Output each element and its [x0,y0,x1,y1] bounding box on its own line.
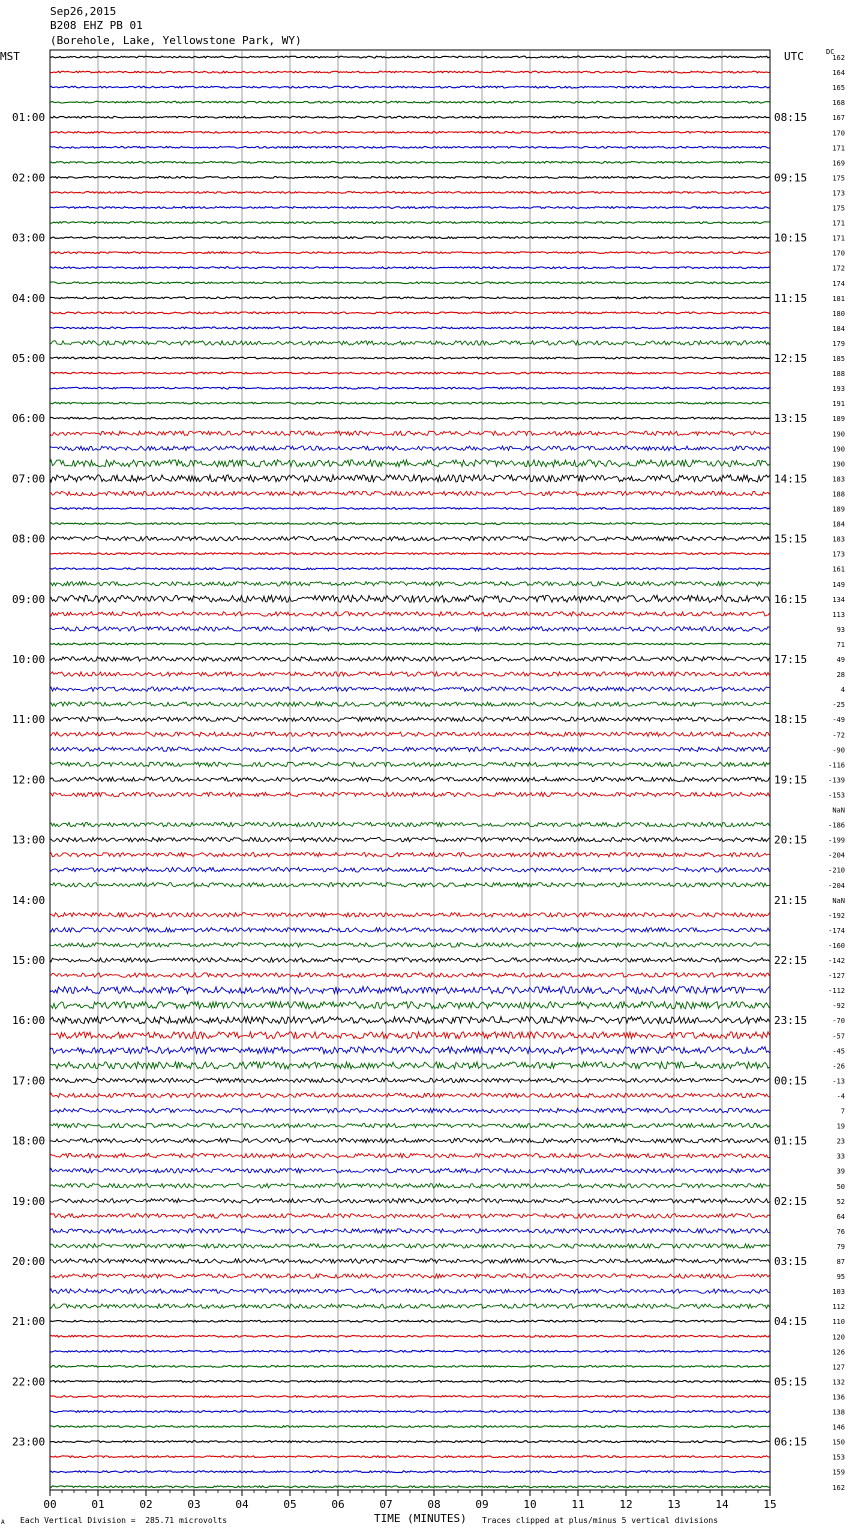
trace-line [50,1017,770,1024]
dc-offset-label: 175 [832,174,845,183]
left-hour-label: 11:00 [12,713,46,727]
trace-line [50,553,770,555]
x-tick-label: 00 [43,1498,57,1511]
dc-offset-label: -90 [832,746,845,755]
dc-offset-label: -186 [828,821,845,830]
trace-line [50,146,770,148]
trace-line [50,717,770,721]
right-hour-label: 20:15 [774,833,808,847]
dc-offset-label: -72 [832,731,845,740]
trace-line [50,1184,770,1188]
dc-offset-label: -116 [828,761,845,770]
dc-offset-label: -204 [828,881,845,890]
left-hour-label: 19:00 [12,1194,46,1208]
right-hour-label: 09:15 [774,171,808,185]
trace-line [50,1471,770,1473]
dc-offset-label: -139 [828,776,845,785]
trace-line [50,1411,770,1413]
dc-offset-label: 28 [836,671,845,680]
left-hour-label: 16:00 [12,1014,46,1028]
location-label: (Borehole, Lake, Yellowstone Park, WY) [50,34,302,47]
right-hour-label: 10:15 [774,231,808,245]
trace-line [50,582,770,586]
trace-line [50,1381,770,1383]
trace-line [50,792,770,796]
trace-line [50,1350,770,1352]
left-hour-label: 03:00 [12,231,46,245]
dc-offset-label: 93 [836,625,845,634]
dc-offset-label: 4 [840,686,845,695]
dc-offset-label: 168 [832,99,845,108]
dc-offset-label: -160 [828,941,845,950]
dc-offset-label: 50 [836,1182,845,1191]
left-timezone-label: MST [0,50,20,63]
date-label: Sep26,2015 [50,5,117,18]
dc-offset-label: 103 [832,1288,845,1297]
trace-line [50,1108,770,1112]
trace-line [50,116,770,118]
dc-offset-label: 174 [832,279,845,288]
dc-offset-label: -142 [828,957,845,965]
right-hour-label: 18:15 [774,713,808,727]
trace-line [50,1366,770,1368]
trace-line [50,1199,770,1203]
right-hour-label: 08:15 [774,111,808,125]
right-hour-label: 11:15 [774,291,808,305]
clip-note: Traces clipped at plus/minus 5 vertical divisions [482,1516,719,1525]
dc-offset-label: 126 [832,1348,845,1357]
trace-line [50,1214,770,1218]
x-tick-label: 12 [619,1498,633,1511]
trace-line [50,958,770,962]
dc-offset-label: 184 [832,324,845,333]
left-hour-label: 13:00 [12,833,46,847]
trace-line [50,387,770,389]
x-tick-label: 14 [715,1498,729,1511]
x-tick-label: 05 [283,1498,297,1511]
trace-line [50,1062,770,1069]
left-hour-label: 05:00 [12,352,46,365]
trace-line [50,928,770,932]
trace-line [50,86,770,88]
left-hour-label: 22:00 [12,1375,46,1389]
dc-offset-label: 189 [832,415,845,424]
left-hour-label: 09:00 [12,592,46,606]
dc-offset-label: 161 [832,565,845,574]
dc-offset-label: 132 [832,1378,845,1387]
corner-mark: A [1,1519,5,1526]
dc-offset-label: 179 [832,339,845,348]
dc-offset-label: -4 [836,1092,845,1101]
trace-line [50,131,770,133]
trace-line [50,1169,770,1173]
trace-line [50,282,770,284]
left-hour-label: 21:00 [12,1315,46,1329]
x-tick-label: 07 [379,1498,393,1511]
dc-offset-label: -210 [828,866,845,875]
trace-line [50,508,770,510]
trace-line [50,1426,770,1428]
right-hour-label: 23:15 [774,1014,808,1028]
dc-offset-label: NaN [832,896,845,905]
dc-offset-label: 76 [836,1227,845,1236]
dc-offset-label: 33 [836,1152,845,1161]
left-hour-label: 17:00 [12,1074,46,1088]
trace-line [50,237,770,239]
right-hour-label: 00:15 [774,1074,808,1088]
trace-line [50,943,770,947]
trace-line [50,475,770,482]
trace-line [50,162,770,164]
trace-line [50,207,770,209]
trace-line [50,747,770,751]
dc-offset-label: 171 [832,144,845,153]
dc-offset-label: -174 [828,926,845,935]
dc-offset-label: 171 [832,234,845,243]
right-hour-label: 19:15 [774,773,808,787]
left-hour-label: 20:00 [12,1255,46,1268]
trace-line [50,687,770,691]
dc-offset-label: 49 [836,656,845,664]
trace-line [50,402,770,404]
right-hour-label: 17:15 [774,653,808,666]
dc-offset-label: 172 [832,264,845,273]
dc-offset-label: 64 [836,1212,845,1221]
trace-line [50,1047,770,1054]
left-hour-label: 14:00 [12,893,46,907]
x-tick-label: 10 [523,1498,537,1511]
trace-line [50,777,770,781]
trace-line [50,913,770,917]
dc-offset-label: -153 [828,791,845,800]
trace-line [50,1229,770,1233]
dc-offset-label: -49 [832,716,845,725]
trace-line [50,987,770,994]
left-hour-label: 23:00 [12,1435,46,1449]
dc-offset-label: 193 [832,385,845,394]
trace-line [50,1138,770,1142]
dc-offset-label: 165 [832,84,845,93]
trace-line [50,1335,770,1337]
trace-line [50,1123,770,1127]
trace-line [50,431,770,435]
dc-offset-label: -13 [832,1077,845,1086]
x-tick-label: 01 [91,1498,105,1511]
dc-offset-label: 134 [832,595,845,604]
trace-line [50,177,770,179]
trace-line [50,372,770,374]
dc-offset-label: 79 [836,1242,845,1251]
trace-line [50,1396,770,1398]
dc-offset-label: 189 [832,505,845,514]
dc-offset-label: 173 [832,550,845,559]
trace-line [50,357,770,359]
trace-line [50,732,770,736]
dc-offset-label: 190 [832,445,845,454]
right-hour-label: 12:15 [774,352,808,365]
dc-offset-label: 190 [832,460,845,469]
dc-offset-label: 188 [832,490,845,499]
dc-offset-label: 120 [832,1333,845,1342]
dc-offset-label: -57 [832,1032,845,1041]
trace-line [50,71,770,73]
trace-line [50,192,770,194]
x-tick-label: 11 [571,1498,585,1511]
trace-line [50,1244,770,1248]
right-hour-label: 02:15 [774,1194,808,1208]
dc-offset-label: NaN [832,806,845,815]
dc-offset-label: 71 [836,640,845,649]
plot-frame [50,50,770,1490]
dc-header-label: DC [826,48,835,56]
dc-offset-label: 162 [832,54,845,62]
dc-offset-label: 164 [832,69,845,78]
trace-line [50,1032,770,1039]
left-hour-label: 02:00 [12,171,46,185]
left-hour-label: 15:00 [12,954,46,967]
left-hour-label: 08:00 [12,532,46,546]
trace-line [50,1078,770,1082]
x-tick-label: 04 [235,1498,249,1511]
left-hour-label: 01:00 [12,111,46,125]
x-tick-label: 03 [187,1498,201,1511]
trace-line [50,267,770,269]
trace-line [50,417,770,419]
dc-offset-label: 173 [832,189,845,198]
x-tick-label: 13 [667,1498,681,1511]
trace-line [50,657,770,661]
right-hour-label: 15:15 [774,532,808,546]
x-axis-title: TIME (MINUTES) [374,1512,467,1525]
left-hour-label: 04:00 [12,291,46,305]
trace-line [50,101,770,103]
left-hour-label: 12:00 [12,773,46,787]
trace-line [50,536,770,540]
dc-offset-label: 170 [832,129,845,138]
dc-offset-label: -45 [832,1047,845,1056]
x-tick-label: 02 [139,1498,153,1511]
right-timezone-label: UTC [784,50,804,63]
dc-offset-label: 136 [832,1393,845,1402]
trace-line [50,612,770,616]
right-hour-label: 05:15 [774,1375,808,1389]
trace-line [50,568,770,570]
dc-offset-label: 169 [832,159,845,168]
trace-line [50,56,770,58]
trace-line [50,853,770,857]
x-tick-label: 15 [763,1498,777,1511]
dc-offset-label: 39 [836,1167,845,1176]
trace-line [50,222,770,224]
dc-offset-label: 185 [832,355,845,363]
dc-offset-label: -26 [832,1062,845,1071]
dc-offset-label: -192 [828,911,845,920]
left-hour-label: 18:00 [12,1134,46,1148]
dc-offset-label: 112 [832,1303,845,1312]
trace-line [50,1441,770,1443]
dc-offset-label: 146 [832,1423,845,1432]
dc-offset-label: 184 [832,520,845,529]
dc-offset-label: 175 [832,204,845,213]
dc-offset-label: 95 [836,1273,845,1282]
dc-offset-label: 180 [832,309,845,318]
dc-offset-label: 7 [840,1107,845,1116]
dc-offset-label: 170 [832,249,845,258]
dc-offset-label: -70 [832,1017,845,1026]
dc-offset-label: 149 [832,580,845,589]
trace-line [50,523,770,525]
dc-offset-label: 110 [832,1318,845,1327]
trace-line [50,341,770,345]
dc-offset-label: 87 [836,1258,845,1266]
trace-line [50,883,770,887]
right-hour-label: 06:15 [774,1435,808,1449]
right-hour-label: 13:15 [774,412,808,426]
trace-line [50,595,770,602]
trace-line [50,762,770,766]
dc-offset-label: -25 [832,701,845,710]
trace-line [50,297,770,299]
dc-offset-label: -112 [828,987,845,996]
trace-line [50,837,770,841]
right-hour-label: 21:15 [774,893,808,907]
trace-line [50,1002,770,1009]
dc-offset-label: -92 [832,1002,845,1011]
trace-line [50,1320,770,1322]
dc-offset-label: -204 [828,851,845,860]
trace-line [50,627,770,631]
trace-line [50,1486,770,1488]
trace-line [50,672,770,676]
scale-note: Each Vertical Division = 285.71 microvolts [20,1516,228,1525]
trace-line [50,1093,770,1097]
trace-line [50,252,770,254]
left-hour-label: 10:00 [12,653,46,666]
dc-offset-label: 19 [836,1122,845,1131]
trace-line [50,446,770,450]
dc-offset-label: 167 [832,114,845,123]
trace-line [50,973,770,977]
dc-offset-label: 127 [832,1363,845,1372]
dc-offset-label: 138 [832,1408,845,1417]
dc-offset-label: 191 [832,400,845,409]
dc-offset-label: 150 [832,1438,845,1447]
trace-line [50,702,770,706]
dc-offset-label: 188 [832,370,845,379]
trace-line [50,822,770,826]
right-hour-label: 03:15 [774,1255,808,1268]
dc-offset-label: 181 [832,294,845,303]
right-hour-label: 16:15 [774,592,808,606]
trace-line [50,1289,770,1293]
right-hour-label: 14:15 [774,472,808,486]
right-hour-label: 01:15 [774,1134,808,1148]
dc-offset-label: 52 [836,1197,845,1206]
trace-line [50,491,770,495]
right-hour-label: 04:15 [774,1315,808,1329]
dc-offset-label: 183 [832,475,845,484]
dc-offset-label: -127 [828,972,845,981]
dc-offset-label: -199 [828,836,845,845]
right-hour-label: 22:15 [774,954,808,967]
trace-line [50,868,770,872]
trace-line [50,1304,770,1308]
dc-offset-label: 113 [832,610,845,619]
trace-line [50,1259,770,1263]
left-hour-label: 07:00 [12,472,46,486]
trace-line [50,1456,770,1458]
trace-line [50,460,770,467]
x-tick-label: 06 [331,1498,345,1511]
trace-line [50,1154,770,1158]
dc-offset-label: 171 [832,219,845,228]
dc-offset-label: 183 [832,535,845,544]
left-hour-label: 06:00 [12,412,46,426]
trace-line [50,327,770,329]
x-tick-label: 08 [427,1498,441,1511]
dc-offset-label: 159 [832,1468,845,1477]
dc-offset-label: 162 [832,1483,845,1492]
dc-offset-label: 153 [832,1453,845,1462]
x-tick-label: 09 [475,1498,489,1511]
trace-line [50,312,770,314]
dc-offset-label: 190 [832,430,845,439]
trace-line [50,643,770,645]
station-label: B208 EHZ PB 01 [50,19,143,32]
dc-offset-label: 23 [836,1137,845,1146]
trace-line [50,1274,770,1278]
